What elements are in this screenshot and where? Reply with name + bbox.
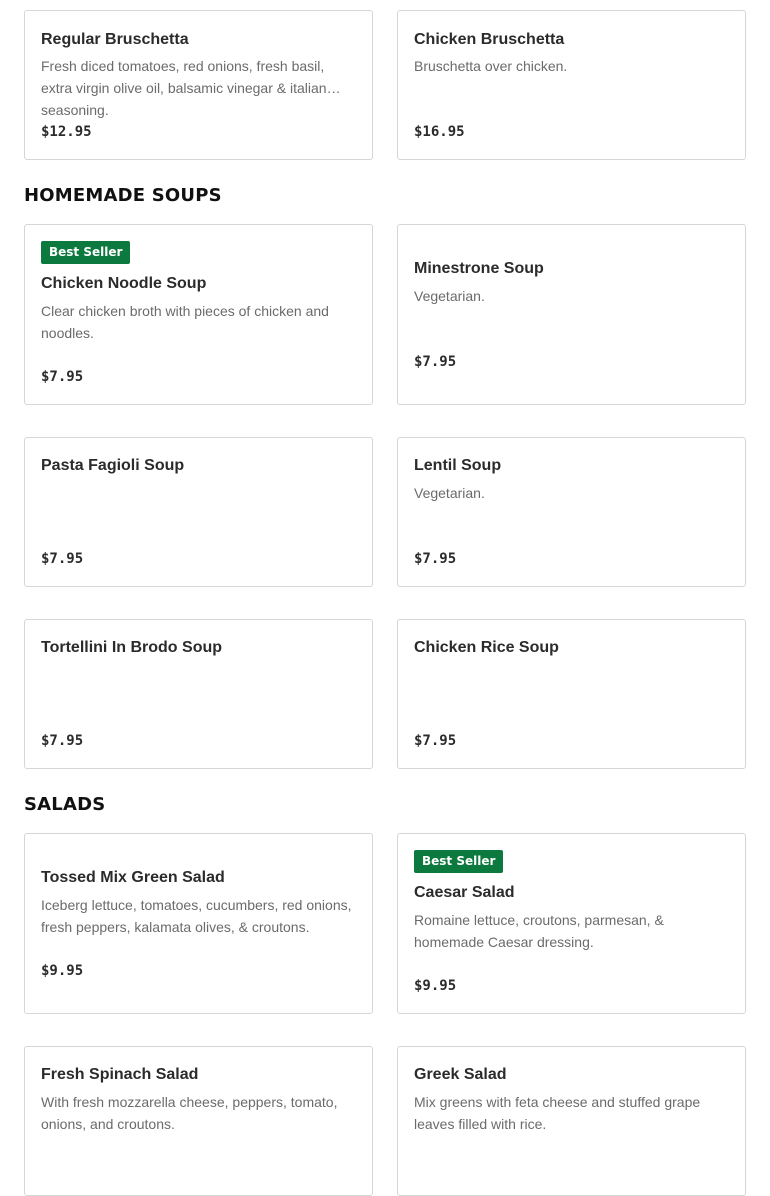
item-price: $9.95 — [41, 963, 84, 979]
item-name: Minestrone Soup — [414, 260, 544, 277]
menu-item-regular-bruschetta[interactable] — [24, 10, 373, 160]
item-name: Lentil Soup — [414, 457, 502, 474]
item-description: Romaine lettuce, croutons, parmesan, & homemade Caesar dressing. — [414, 912, 664, 950]
item-name: Regular Bruschetta — [41, 31, 189, 48]
item-price: $12.95 — [41, 124, 92, 140]
section-heading-salads: SALADS — [24, 794, 106, 815]
item-description: Iceberg lettuce, tomatoes, cucumbers, red onions, fresh peppers, kalamata olives, & croutons. — [41, 897, 352, 935]
item-price: $16.95 — [414, 124, 465, 140]
menu-item-chicken-rice-soup[interactable] — [397, 619, 746, 769]
item-name: Chicken Rice Soup — [414, 639, 559, 656]
item-name: Tossed Mix Green Salad — [41, 869, 225, 886]
menu-item-fresh-spinach-salad[interactable] — [24, 1046, 373, 1196]
item-price: $7.95 — [414, 733, 457, 749]
menu-item-tortellini-in-brodo-soup[interactable] — [24, 619, 373, 769]
menu-item-chicken-bruschetta[interactable] — [397, 10, 746, 160]
menu-item-greek-salad[interactable] — [397, 1046, 746, 1196]
item-name: Greek Salad — [414, 1066, 507, 1083]
item-name: Chicken Bruschetta — [414, 31, 565, 48]
item-name: Tortellini In Brodo Soup — [41, 639, 223, 656]
item-description: Bruschetta over chicken. — [414, 58, 568, 74]
item-description: Vegetarian. — [414, 485, 485, 501]
item-price: $7.95 — [41, 369, 84, 385]
item-price: $7.95 — [41, 733, 84, 749]
best-seller-badge: Best Seller — [414, 850, 503, 873]
item-price: $7.95 — [414, 551, 457, 567]
menu-item-pasta-fagioli-soup[interactable] — [24, 437, 373, 587]
item-price: $7.95 — [41, 551, 84, 567]
item-name: Pasta Fagioli Soup — [41, 457, 185, 474]
item-name: Fresh Spinach Salad — [41, 1066, 199, 1083]
menu-item-tossed-mix-green-salad[interactable] — [24, 833, 373, 1014]
menu-item-caesar-salad[interactable] — [397, 833, 746, 1014]
best-seller-badge: Best Seller — [41, 241, 130, 264]
item-price: $9.95 — [414, 978, 457, 994]
item-name: Chicken Noodle Soup — [41, 275, 207, 292]
item-name: Caesar Salad — [414, 884, 515, 901]
item-description: Clear chicken broth with pieces of chicken and noodles. — [41, 303, 329, 341]
menu-item-lentil-soup[interactable] — [397, 437, 746, 587]
section-heading-soups: HOMEMADE SOUPS — [24, 185, 222, 206]
item-description: Vegetarian. — [414, 288, 485, 304]
menu-item-chicken-noodle-soup[interactable] — [24, 224, 373, 405]
item-description: With fresh mozzarella cheese, peppers, tomato, onions, and croutons. — [41, 1094, 338, 1132]
item-description: Fresh diced tomatoes, red onions, fresh basil, extra virgin olive oil, balsamic vinegar & italian seasoning. — [41, 58, 327, 118]
item-description: Mix greens with feta cheese and stuffed grape leaves filled with rice. — [414, 1094, 701, 1132]
item-price: $7.95 — [414, 354, 457, 370]
menu-item-minestrone-soup[interactable] — [397, 224, 746, 405]
